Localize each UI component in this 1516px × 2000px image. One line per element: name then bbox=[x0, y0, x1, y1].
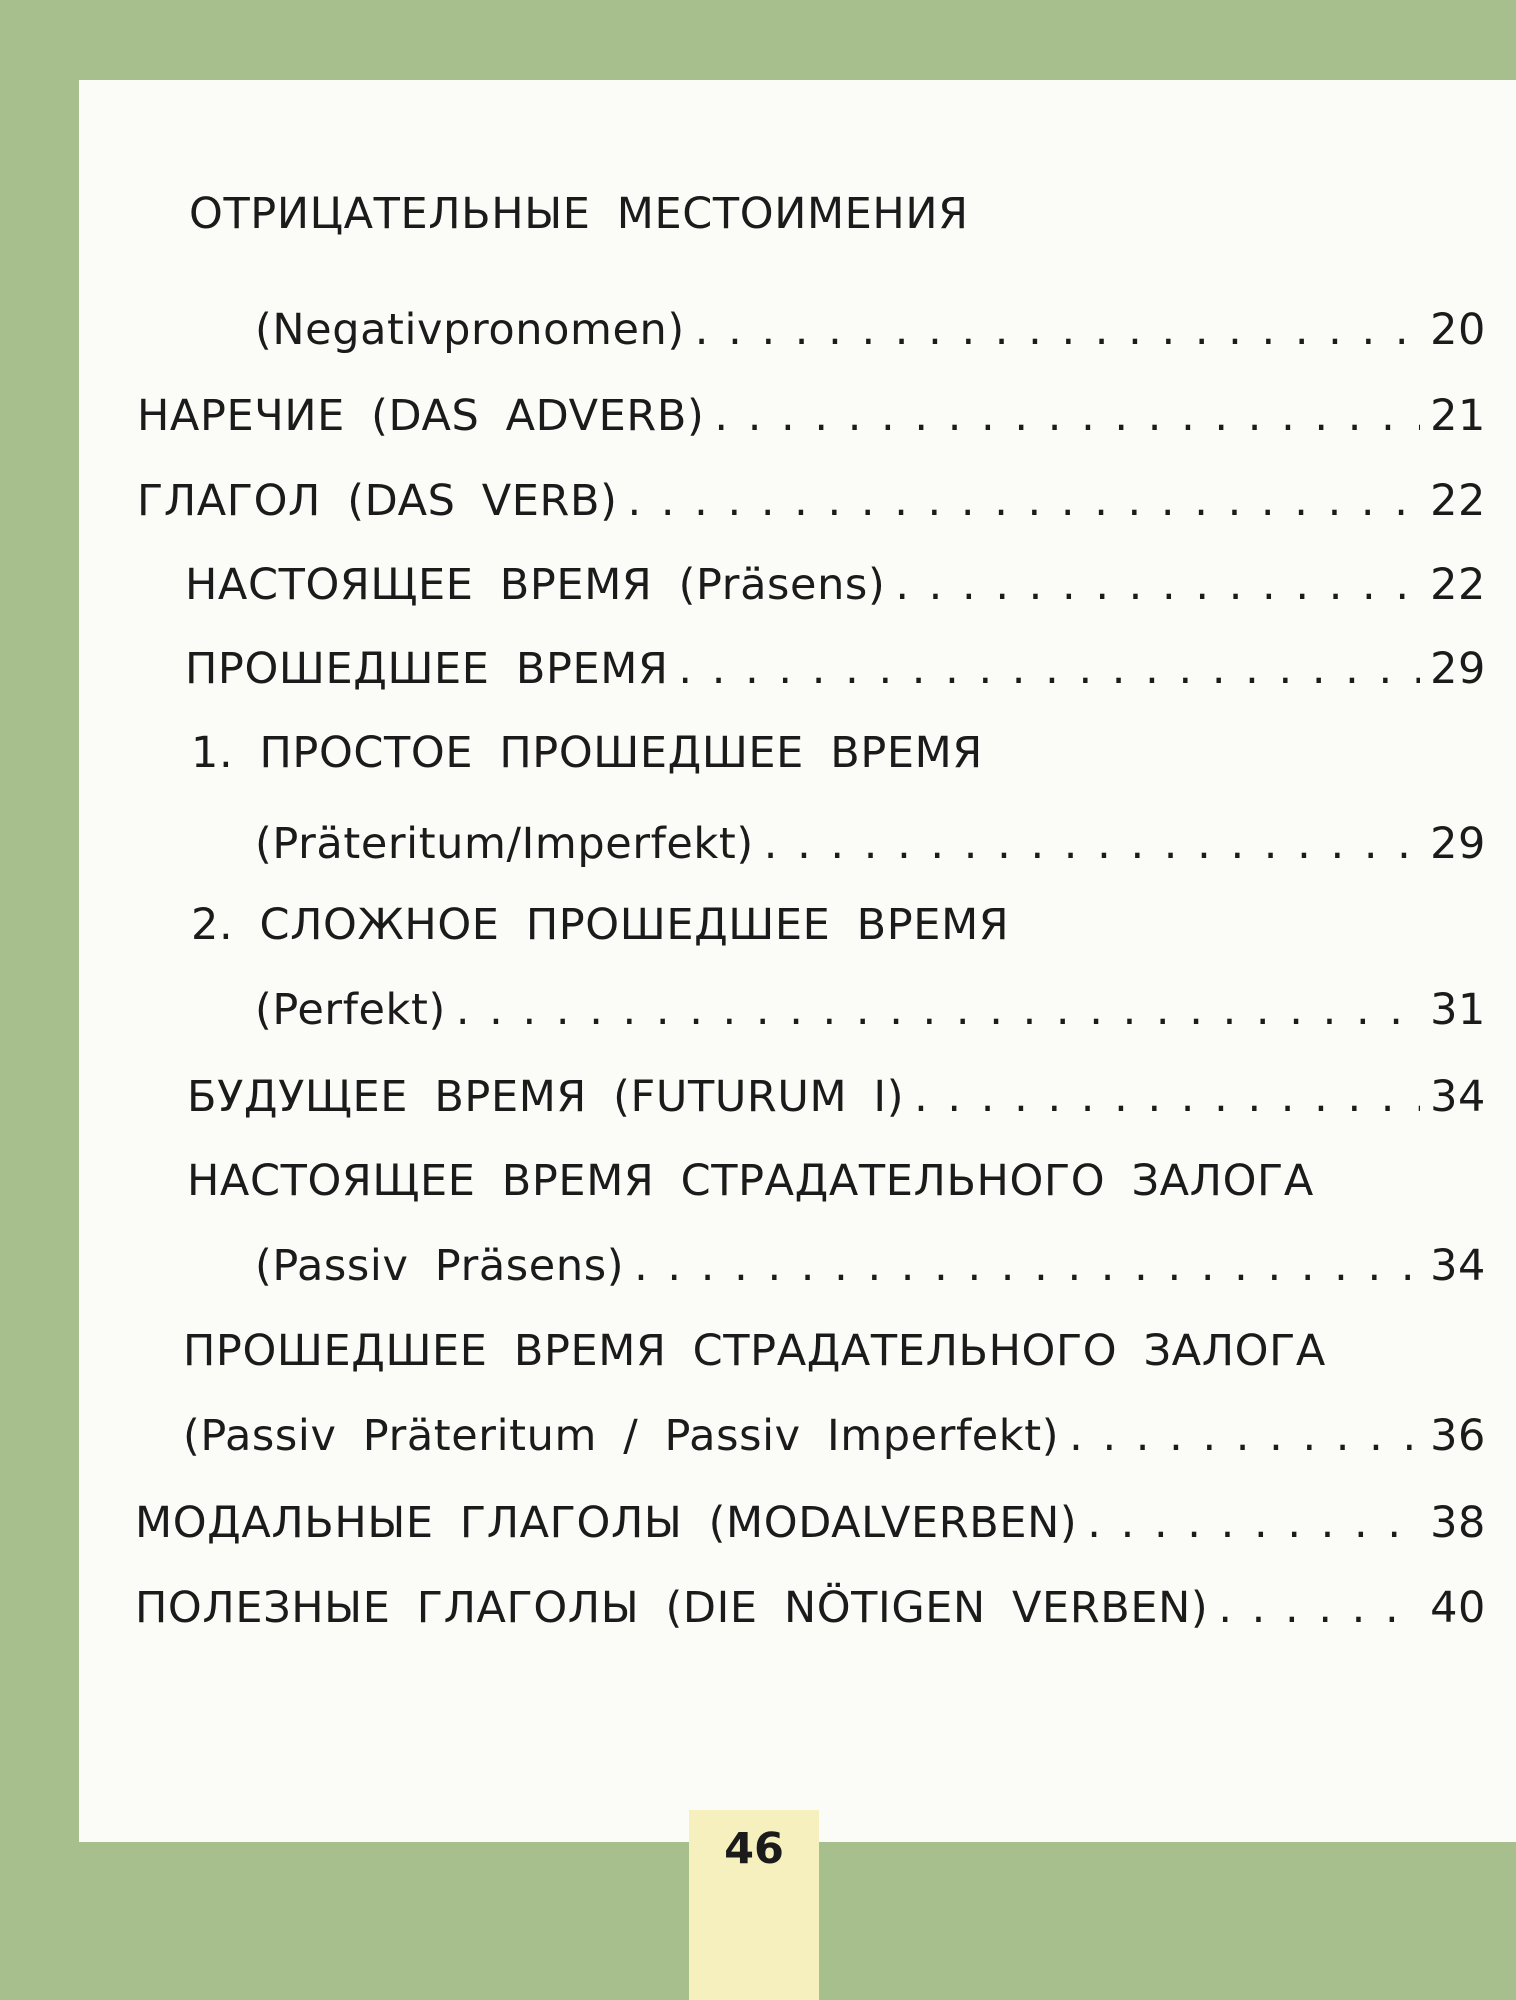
toc-page-number: 22 bbox=[1430, 476, 1486, 526]
toc-page-number: 40 bbox=[1430, 1583, 1486, 1633]
toc-entry-future-tense bbox=[187, 1069, 1486, 1125]
toc-leader-dots bbox=[695, 302, 1420, 358]
toc-entry-title: БУДУЩЕЕ ВРЕМЯ (FUTURUM I) bbox=[187, 1072, 905, 1122]
toc-entry-passive-present-heading bbox=[187, 1153, 1314, 1209]
toc-entry-title: (Passiv Präteritum / Passiv Imperfekt) bbox=[183, 1411, 1060, 1461]
toc-entry-title: ГЛАГОЛ (DAS VERB) bbox=[137, 476, 618, 526]
toc-leader-dots bbox=[1087, 1495, 1420, 1551]
toc-leader-dots bbox=[678, 641, 1420, 697]
toc-entry-passiv-praesens bbox=[255, 1238, 1486, 1294]
toc-entry-title: ПОЛЕЗНЫЕ ГЛАГОЛЫ (DIE NÖTIGEN VERBEN) bbox=[135, 1583, 1209, 1633]
toc-entry-praeteritum bbox=[255, 816, 1486, 872]
toc-page-number: 34 bbox=[1430, 1072, 1486, 1122]
toc-leader-dots bbox=[634, 1238, 1420, 1294]
toc-entry-passiv-praeteritum bbox=[183, 1408, 1486, 1464]
toc-entry-title: ПРОШЕДШЕЕ ВРЕМЯ СТРАДАТЕЛЬНОГО ЗАЛОГА bbox=[183, 1326, 1326, 1376]
toc-entry-modal-verbs bbox=[135, 1495, 1486, 1551]
toc-leader-dots bbox=[895, 557, 1420, 613]
toc-entry-past-tense bbox=[185, 641, 1486, 697]
toc-entry-title: (Passiv Präsens) bbox=[255, 1241, 625, 1291]
toc-entry-title: НАРЕЧИЕ (DAS ADVERB) bbox=[137, 391, 705, 441]
toc-entry-title: (Präteritum/Imperfekt) bbox=[255, 819, 754, 869]
toc-page-number: 29 bbox=[1430, 644, 1486, 694]
toc-page-number: 20 bbox=[1430, 305, 1486, 355]
page-number: 46 bbox=[724, 1824, 784, 1874]
table-of-contents bbox=[79, 80, 1516, 1842]
toc-entry-title: ПРОШЕДШЕЕ ВРЕМЯ bbox=[185, 644, 669, 694]
toc-page-number: 36 bbox=[1430, 1411, 1486, 1461]
toc-entry-passive-past-heading bbox=[183, 1323, 1326, 1379]
toc-page-number: 22 bbox=[1430, 560, 1486, 610]
toc-entry-title: (Perfekt) bbox=[255, 985, 446, 1035]
toc-entry-title: НАСТОЯЩЕЕ ВРЕМЯ СТРАДАТЕЛЬНОГО ЗАЛОГА bbox=[187, 1156, 1314, 1206]
book-page bbox=[79, 80, 1516, 1842]
toc-entry-verb bbox=[137, 473, 1486, 529]
toc-entry-adverb bbox=[137, 388, 1486, 444]
toc-entry-negative-pronouns-heading bbox=[189, 186, 969, 242]
toc-entry-title: ОТРИЦАТЕЛЬНЫЕ МЕСТОИМЕНИЯ bbox=[189, 189, 969, 239]
toc-leader-dots bbox=[714, 388, 1420, 444]
toc-page-number: 29 bbox=[1430, 819, 1486, 869]
toc-leader-dots bbox=[1069, 1408, 1420, 1464]
toc-entry-perfekt bbox=[255, 982, 1486, 1038]
toc-entry-present-tense bbox=[185, 557, 1486, 613]
page-number-tab bbox=[689, 1810, 819, 2000]
toc-leader-dots bbox=[628, 473, 1421, 529]
toc-leader-dots bbox=[456, 982, 1420, 1038]
toc-leader-dots bbox=[914, 1069, 1420, 1125]
toc-page-number: 38 bbox=[1430, 1498, 1486, 1548]
toc-entry-title: 1. ПРОСТОЕ ПРОШЕДШЕЕ ВРЕМЯ bbox=[191, 728, 983, 778]
toc-page-number: 21 bbox=[1430, 391, 1486, 441]
toc-entry-useful-verbs bbox=[135, 1580, 1486, 1636]
toc-entry-compound-past-heading bbox=[191, 897, 1009, 953]
toc-leader-dots bbox=[764, 816, 1420, 872]
toc-entry-title: 2. СЛОЖНОЕ ПРОШЕДШЕЕ ВРЕМЯ bbox=[191, 900, 1010, 950]
toc-leader-dots bbox=[1218, 1580, 1420, 1636]
toc-entry-title: МОДАЛЬНЫЕ ГЛАГОЛЫ (MODALVERBEN) bbox=[135, 1498, 1078, 1548]
toc-entry-title: НАСТОЯЩЕЕ ВРЕМЯ (Präsens) bbox=[185, 560, 886, 610]
toc-entry-simple-past-heading bbox=[191, 725, 983, 781]
toc-entry-title: (Negativpronomen) bbox=[255, 305, 685, 355]
toc-entry-negative-pronouns bbox=[255, 302, 1486, 358]
toc-page-number: 34 bbox=[1430, 1241, 1486, 1291]
toc-page-number: 31 bbox=[1430, 985, 1486, 1035]
